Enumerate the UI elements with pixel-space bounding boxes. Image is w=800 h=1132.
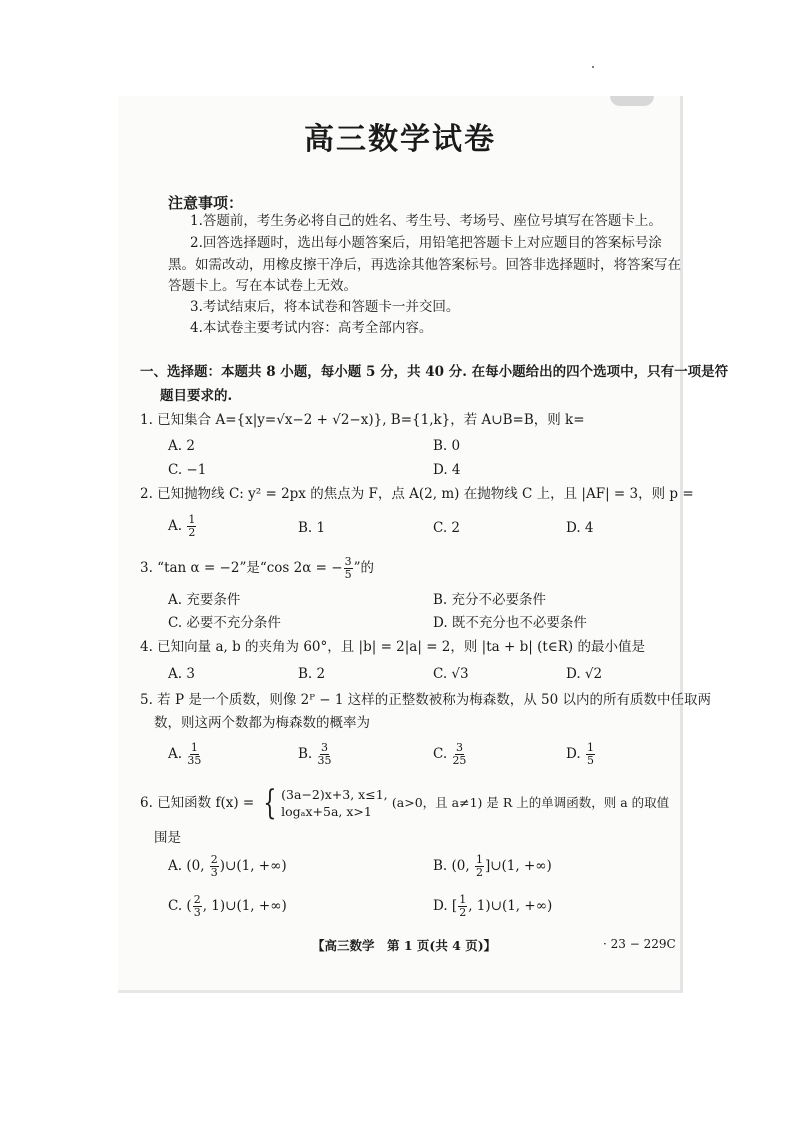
q3-fraction: $\frac{3}{5}$	[344, 555, 352, 581]
q5-d-fraction: $\frac{1}{5}$	[586, 741, 594, 767]
q6-d-fraction: $\frac{1}{2}$	[459, 893, 467, 919]
q5-option-b: B. $\frac{3}{35}$	[298, 741, 332, 767]
question-5-stem-cont: 数，则这两个数都为梅森数的概率为	[154, 715, 370, 731]
q5-b-fraction: $\frac{3}{35}$	[317, 741, 332, 767]
q6-option-b: B. (0, $\frac{1}{2}$ ]∪(1, +∞)	[433, 853, 552, 879]
case-1: (3a−2)x+3, x≤1,	[281, 787, 388, 802]
q6-option-d: D. [ $\frac{1}{2}$ , 1)∪(1, +∞)	[433, 893, 553, 919]
section-heading-cont: 题目要求的.	[160, 388, 233, 404]
q2-option-c: C. 2	[433, 520, 461, 536]
q4-option-c: C. √3	[433, 666, 469, 682]
q6-b-fraction: $\frac{1}{2}$	[475, 853, 483, 879]
q1-option-c: C. −1	[168, 462, 207, 478]
question-3-stem: 3. “tan α = −2”是“cos 2α = − $\frac{3}{5}$ ”的	[140, 555, 374, 581]
question-4-stem: 4. 已知向量 a, b 的夹角为 60°，且 |b| = 2|a| = 2，则 |ta + b| (t∈R) 的最小值是	[140, 639, 645, 655]
q1-option-d: D. 4	[433, 462, 461, 478]
section-heading: 一、选择题：本题共 8 小题，每小题 5 分，共 40 分. 在每小题给出的四个选项中，只有一项是符	[140, 364, 729, 380]
q4-option-d: D. √2	[566, 666, 603, 682]
q4-option-a: A. 3	[168, 666, 195, 682]
q5-option-c: C. $\frac{3}{25}$	[433, 741, 467, 767]
question-6-stem: 6. 已知函数 f(x) = { (3a−2)x+3, x≤1, logₐx+5a, x>1 (a>0，且 a≠1) 是 R 上的单调函数，则 a 的取值	[140, 783, 670, 823]
notice-heading: 注意事项：	[168, 194, 244, 212]
speck	[592, 66, 594, 68]
q5-option-a: A. $\frac{1}{35}$	[168, 741, 202, 767]
notice-line: 答题卡上。写在本试卷上无效。	[168, 278, 357, 294]
notice-line: 3.考试结束后，将本试卷和答题卡一并交回。	[190, 299, 460, 315]
notice-line: 黑。如需改动，用橡皮擦干净后，再选涂其他答案标号。回答非选择题时，将答案写在	[168, 257, 681, 273]
q2-option-b: B. 1	[298, 520, 326, 536]
q1-option-b: B. 0	[433, 438, 461, 454]
q3-option-d: D. 既不充分也不必要条件	[433, 615, 587, 631]
exam-code: · 23 − 229C	[603, 937, 676, 951]
q4-option-b: B. 2	[298, 666, 326, 682]
q1-option-a: A. 2	[168, 438, 195, 454]
piecewise-function: { (3a−2)x+3, x≤1, logₐx+5a, x>1	[262, 783, 388, 823]
case-2: logₐx+5a, x>1	[281, 804, 372, 819]
q5-a-fraction: $\frac{1}{35}$	[187, 741, 202, 767]
notice-line: 1.答题前，考生务必将自己的姓名、考生号、考场号、座位号填写在答题卡上。	[190, 213, 662, 229]
question-5-stem: 5. 若 P 是一个质数，则像 2ᴾ − 1 这样的正整数被称为梅森数，从 50 以内的所有质数中任取两	[140, 692, 711, 708]
question-6-stem-cont: 围是	[154, 830, 181, 846]
q3-option-b: B. 充分不必要条件	[433, 592, 547, 608]
question-1-stem: 1. 已知集合 A={x|y=√x−2 + √2−x)}, B={1,k}，若 A∪B=B，则 k=	[140, 412, 585, 428]
page-footer: 【高三数学 第 1 页(共 4 页)】	[312, 938, 497, 953]
corner-smudge	[610, 96, 654, 106]
q2-a-label: A.	[168, 518, 183, 534]
q6-a-fraction: $\frac{2}{3}$	[210, 853, 218, 879]
q2-option-d: D. 4	[566, 520, 594, 536]
question-2-stem: 2. 已知抛物线 C: y² = 2px 的焦点为 F，点 A(2, m) 在抛物线 C 上，且 |AF| = 3，则 p =	[140, 486, 694, 502]
q3-option-c: C. 必要不充分条件	[168, 615, 281, 631]
page-title: 高三数学试卷	[304, 122, 496, 157]
q5-c-fraction: $\frac{3}{25}$	[452, 741, 467, 767]
notice-line: 2.回答选择题时，选出每小题答案后，用铅笔把答题卡上对应题目的答案标号涂	[190, 235, 662, 251]
q3-option-a: A. 充要条件	[168, 592, 241, 608]
notice-line: 4.本试卷主要考试内容：高考全部内容。	[190, 320, 433, 336]
q2-option-a	[168, 514, 197, 539]
q6-option-a: A. (0, $\frac{2}{3}$ )∪(1, +∞)	[168, 853, 287, 879]
q5-option-d: D. $\frac{1}{5}$	[566, 741, 594, 767]
q6-option-c: C. ( $\frac{2}{3}$ , 1)∪(1, +∞)	[168, 893, 287, 919]
q2-a-fraction: $\frac{1}{2}$	[188, 513, 196, 539]
q6-c-fraction: $\frac{2}{3}$	[193, 893, 201, 919]
